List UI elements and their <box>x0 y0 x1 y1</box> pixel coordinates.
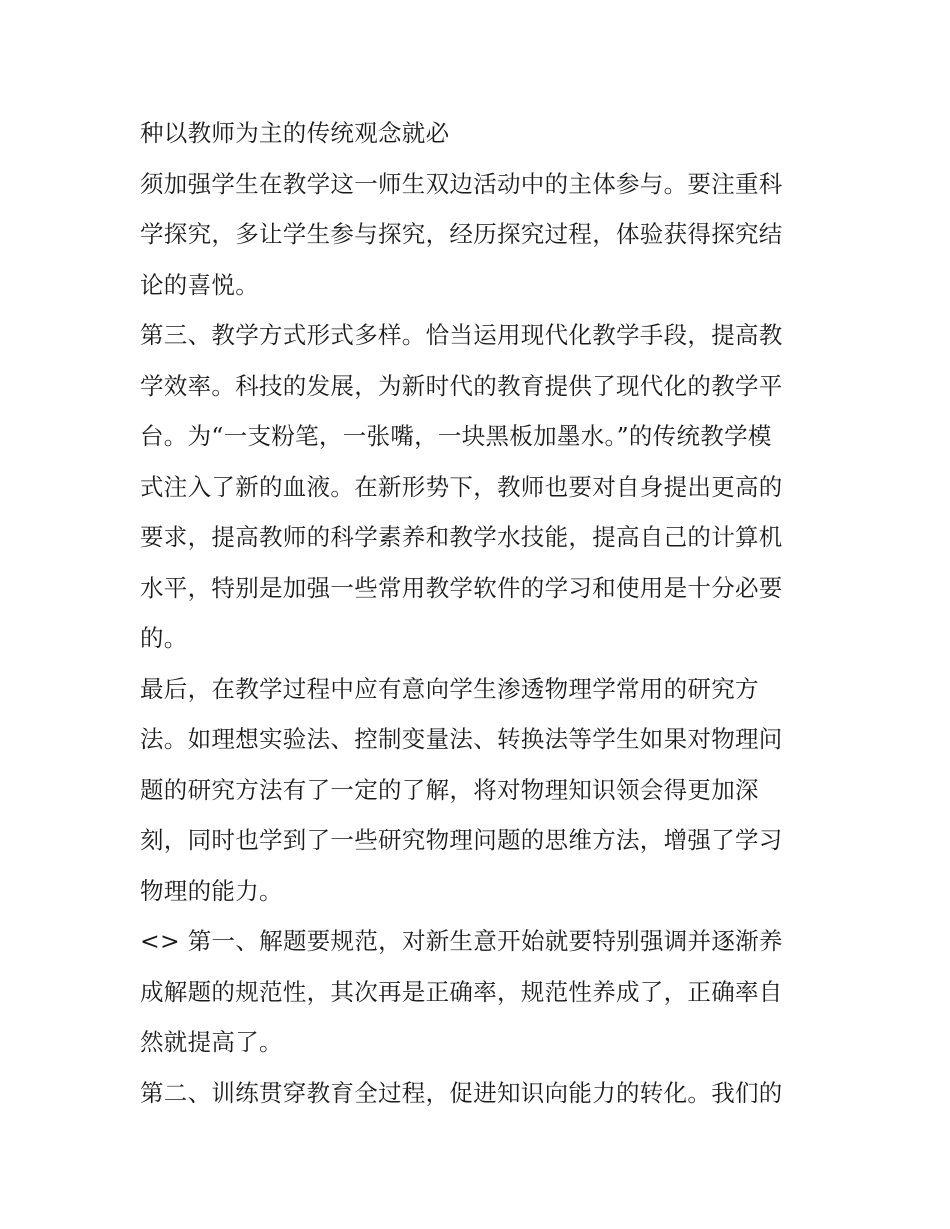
text-line: 物理的能力。 <box>140 876 283 905</box>
document-body <box>140 108 812 1118</box>
text-line: 要求，提高教师的科学素养和教学水技能，提高自己的计算机 <box>140 523 783 551</box>
text-line: 台。为“一支粉笔，一张嘴，一块黑板加墨水。”的传统教学模 <box>140 422 772 450</box>
text-line: 第二、训练贯穿教育全过程，促进知识向能力的转化。我们的 <box>140 1078 783 1107</box>
text-line: 式注入了新的血液。在新形势下，教师也要对自身提出更高的 <box>140 472 783 501</box>
text-line: 水平，特别是加强一些常用教学软件的学习和使用是十分必要 <box>140 573 783 602</box>
text-line: 题的研究方法有了一定的了解，将对物理知识领会得更加深 <box>140 775 759 804</box>
text-line: 学效率。科技的发展，为新时代的教育提供了现代化的教学平 <box>140 371 783 400</box>
text-line: 种以教师为主的传统观念就必 <box>140 119 450 147</box>
text-line: 的。 <box>140 624 188 652</box>
text-line: <> 第一、解题要规范，对新生意开始就要特别强调并逐渐养 <box>140 927 783 955</box>
text-line: 法。如理想实验法、控制变量法、转换法等学生如果对物理问 <box>140 725 783 753</box>
text-line: 论的喜悦。 <box>140 270 259 299</box>
text-line: 须加强学生在教学这一师生双边活动中的主体参与。要注重科 <box>140 169 783 198</box>
text-line: 学探究，多让学生参与探究，经历探究过程，体验获得探究结 <box>140 220 783 248</box>
text-line: 然就提高了。 <box>140 1028 283 1056</box>
text-line: 最后，在教学过程中应有意向学生渗透物理学常用的研究方 <box>140 674 759 703</box>
text-line: 刻，同时也学到了一些研究物理问题的思维方法，增强了学习 <box>140 826 783 854</box>
text-line: 第三、教学方式形式多样。恰当运用现代化教学手段，提高教 <box>140 321 783 349</box>
text-line: 成解题的规范性，其次再是正确率，规范性养成了，正确率自 <box>140 977 783 1006</box>
